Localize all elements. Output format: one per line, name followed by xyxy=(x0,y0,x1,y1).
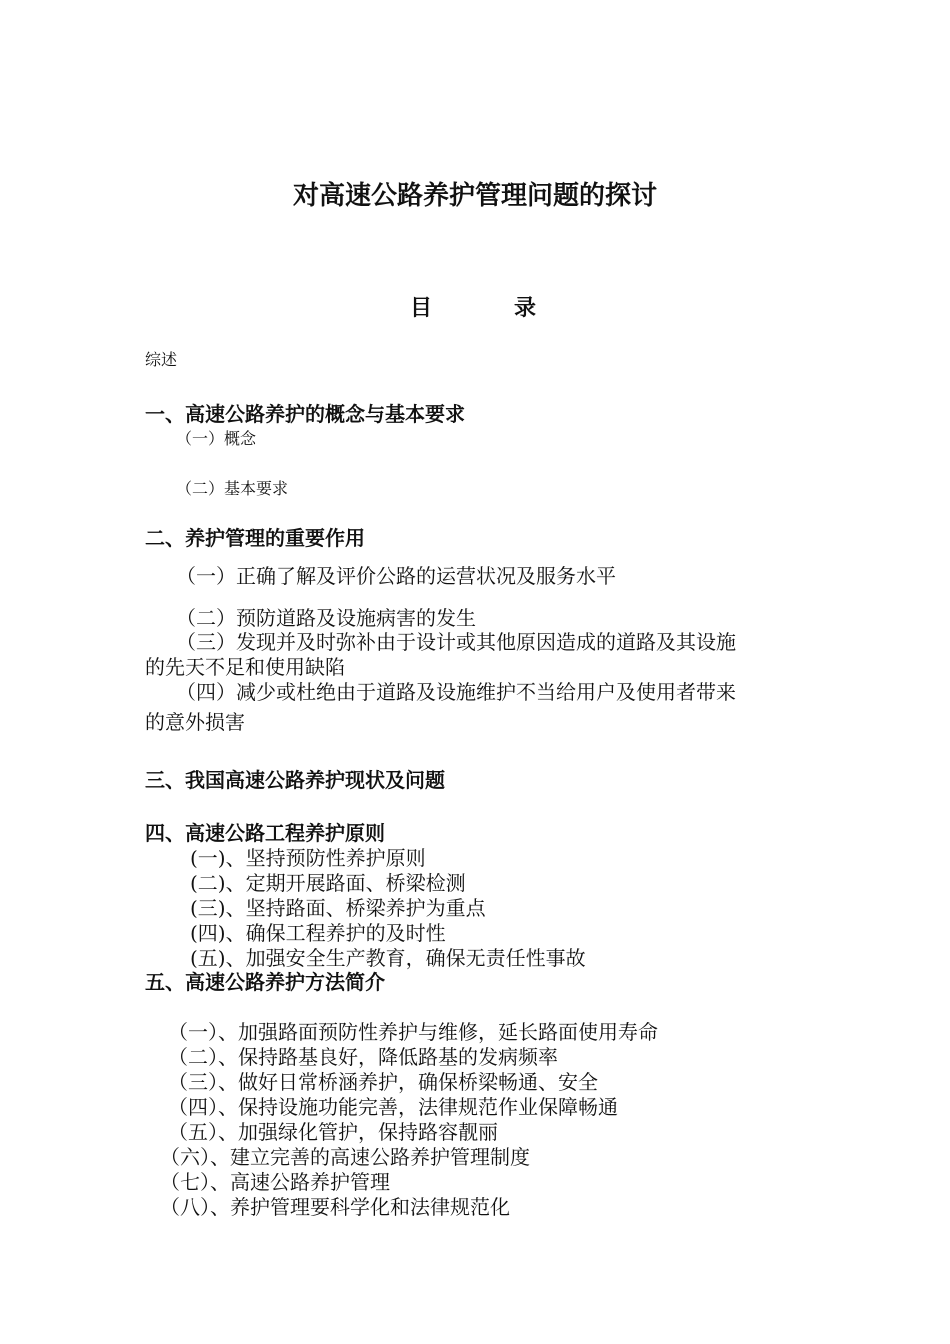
toc-heading xyxy=(410,298,536,320)
toc-section-1-heading: 一、高速公路养护的概念与基本要求 xyxy=(145,402,465,426)
toc-intro: 综述 xyxy=(145,350,178,369)
toc-item: （三）、做好日常桥涵养护，确保桥梁畅通、安全 xyxy=(168,1070,598,1094)
toc-item: (五)、加强安全生产教育，确保无责任性事故 xyxy=(190,946,586,970)
toc-item: (一)、坚持预防性养护原则 xyxy=(190,846,426,870)
toc-item: （一）、加强路面预防性养护与维修，延长路面使用寿命 xyxy=(168,1020,658,1044)
toc-section-5-heading: 五、高速公路养护方法简介 xyxy=(145,970,385,994)
toc-item: (三)、坚持路面、桥梁养护为重点 xyxy=(190,896,486,920)
toc-heading-left: 目 xyxy=(410,296,433,321)
toc-section-2-heading: 二、养护管理的重要作用 xyxy=(145,526,365,550)
toc-section-3-heading: 三、我国高速公路养护现状及问题 xyxy=(145,768,445,792)
toc-item: (四)、确保工程养护的及时性 xyxy=(190,921,446,945)
toc-item: （二）、保持路基良好，降低路基的发病频率 xyxy=(168,1045,558,1069)
toc-item: （四）、保持设施功能完善，法律规范作业保障畅通 xyxy=(168,1095,618,1119)
toc-item: （五）、加强绿化管护，保持路容靓丽 xyxy=(168,1120,498,1144)
toc-item: （六）、建立完善的高速公路养护管理制度 xyxy=(160,1145,530,1169)
toc-item: （二）预防道路及设施病害的发生 xyxy=(176,606,476,630)
toc-item: （一）正确了解及评价公路的运营状况及服务水平 xyxy=(176,564,616,588)
toc-section-4-heading: 四、高速公路工程养护原则 xyxy=(145,821,385,845)
toc-item-continued: 的先天不足和使用缺陷 xyxy=(145,655,345,679)
toc-item: （一）概念 xyxy=(176,429,257,448)
toc-item-continued: 的意外损害 xyxy=(145,710,245,734)
document-title: 对高速公路养护管理问题的探讨 xyxy=(292,181,657,211)
toc-item: （二）基本要求 xyxy=(176,479,289,498)
toc-item: （七）、高速公路养护管理 xyxy=(160,1170,390,1194)
toc-item: （四）减少或杜绝由于道路及设施维护不当给用户及使用者带来 xyxy=(176,680,736,704)
toc-item: (二)、定期开展路面、桥梁检测 xyxy=(190,871,466,895)
toc-item: （八）、养护管理要科学化和法律规范化 xyxy=(160,1195,510,1219)
toc-item: （三）发现并及时弥补由于设计或其他原因造成的道路及其设施 xyxy=(176,630,736,654)
toc-heading-right: 录 xyxy=(514,296,537,321)
